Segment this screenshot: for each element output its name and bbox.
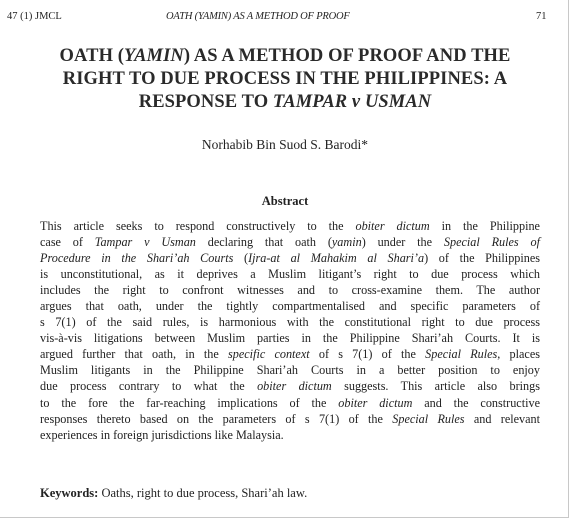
abstract-text: ( <box>233 251 249 266</box>
abstract-line <box>40 218 540 234</box>
abstract-line <box>40 346 540 362</box>
abstract-italic-text: obiter dictum <box>257 379 332 394</box>
abstract-heading: Abstract <box>261 194 309 208</box>
abstract-text: and the constructive <box>412 395 540 410</box>
abstract-text: responses thereto based on the parameters of s 7(1) of the <box>40 411 393 426</box>
abstract-line <box>40 378 540 394</box>
title-line-3: RESPONSE TO TAMPAR v USMAN <box>138 92 432 112</box>
abstract-text: Muslim litigants in the Philippine Shari’ah Courts in a better position to enjoy <box>40 363 540 378</box>
keywords-label: Keywords: <box>40 486 99 500</box>
abstract-line <box>40 282 540 298</box>
abstract-line <box>40 250 540 266</box>
abstract-text: experiences in foreign jurisdictions like Malaysia. <box>40 427 284 442</box>
running-head <box>0 11 570 27</box>
abstract-line <box>40 234 540 250</box>
abstract-line <box>40 298 540 314</box>
abstract-italic-text: obiter dictum <box>338 395 413 410</box>
abstract-text: and relevant <box>464 411 541 426</box>
abstract-line <box>40 362 540 378</box>
abstract-text: suggests. This article also brings <box>331 379 540 394</box>
abstract-text: ) of the Philippines <box>424 251 541 266</box>
abstract-italic-text: obiter dictum <box>355 219 430 233</box>
abstract-line <box>40 411 540 427</box>
abstract-line <box>40 427 540 443</box>
abstract-text: This article seeks to respond constructively to the <box>40 219 356 233</box>
abstract-text: due process contrary to what the <box>40 379 258 394</box>
abstract-italic-text: Tampar v Usman <box>94 235 196 250</box>
abstract-line <box>40 330 540 346</box>
abstract-body <box>40 218 540 443</box>
abstract-text: argued further that oath, in the <box>40 347 229 362</box>
page-number: 71 <box>536 11 547 22</box>
abstract-italic-text: yamin <box>331 235 362 250</box>
abstract-italic-text: Special Rules of <box>443 235 540 250</box>
abstract-text: in the Philippine <box>429 219 540 233</box>
article-title <box>20 45 550 114</box>
abstract-text: s 7(1) of the said rules, is harmonious with the constitutional right to due process <box>40 315 540 330</box>
abstract-line <box>40 266 540 282</box>
keywords <box>40 486 307 501</box>
abstract-line <box>40 395 540 411</box>
running-title: OATH (YAMIN) AS A METHOD OF PROOF <box>166 11 350 22</box>
keywords-text: Oaths, right to due process, Shari’ah law. <box>98 486 308 500</box>
abstract-text: , places <box>497 347 540 362</box>
abstract-italic-text: Special Rules <box>425 347 498 362</box>
abstract-italic-text: Procedure in the Shari’ah Courts <box>40 251 234 266</box>
title-line-2: RIGHT TO DUE PROCESS IN THE PHILIPPINES: A <box>62 69 508 89</box>
abstract-text: includes the right to confront witnesses and to cross-examine them. The author <box>40 283 540 298</box>
journal-volume-label: 47 (1) JMCL <box>7 11 62 22</box>
abstract-text: case of <box>40 235 95 250</box>
abstract-italic-text: Ijra-at al Mahakim al Shari’a <box>248 251 425 266</box>
abstract-italic-text: Special Rules <box>392 411 465 426</box>
abstract-text: vis-à-vis litigations between Muslim parties in the Philippine Shari’ah Courts. It is <box>40 331 540 346</box>
abstract-italic-text: specific context <box>228 347 310 362</box>
abstract-text: ) under the <box>361 235 444 250</box>
abstract-text: to the fore the far-reaching implications of the <box>40 395 339 410</box>
abstract-text: declaring that oath ( <box>195 235 332 250</box>
title-line-1: OATH (YAMIN) AS A METHOD OF PROOF AND THE <box>59 46 511 66</box>
abstract-line <box>40 314 540 330</box>
abstract-text: of s 7(1) of the <box>309 347 426 362</box>
abstract-text: argues that oath, under the tightly compartmentalised and specific parameters of <box>40 299 540 314</box>
abstract-text: is unconstitutional, as it deprives a Muslim litigant’s right to due process which <box>40 267 540 282</box>
author-name: Norhabib Bin Suod S. Barodi* <box>201 137 369 152</box>
